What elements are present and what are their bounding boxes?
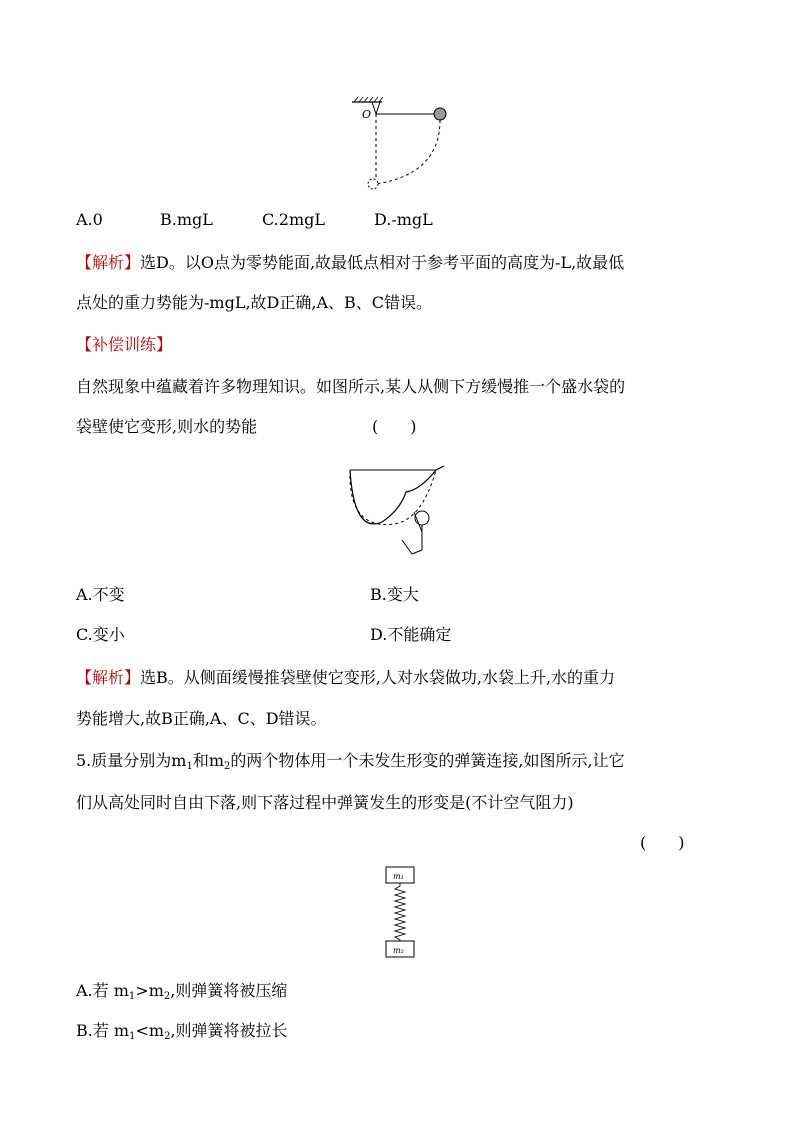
option-a: A.0	[76, 210, 103, 229]
analysis-2-line-1	[76, 667, 615, 689]
option-b	[76, 1020, 288, 1048]
analysis-2-line-2: 势能增大,故B正确,A、C、D错误。	[76, 709, 327, 728]
q5-text-b: 和m	[192, 751, 225, 770]
q5-line-2: 们从高处同时自由下落,则下落过程中弹簧发生的形变是(不计空气阻力)	[76, 793, 574, 812]
q5-sub-1: 1	[186, 761, 193, 772]
option-a-text-a: A.若 m	[76, 981, 129, 1000]
option-a-text-b: >m	[135, 981, 164, 1000]
analysis-tag: 【解析】	[76, 253, 141, 272]
analysis-1-line-2: 点处的重力势能为-mgL,故D正确,A、B、C错误。	[76, 293, 433, 312]
supplement-question-line-2	[76, 416, 257, 438]
option-d: D.-mgL	[374, 210, 433, 229]
option-b-sub-2: 2	[164, 1031, 171, 1042]
option-a: A.不变	[76, 585, 125, 604]
spring-figure	[382, 866, 422, 958]
pendulum-figure	[340, 96, 460, 196]
q5-sub-2: 2	[224, 761, 231, 772]
supplement-question-line-1: 自然现象中蕴藏着许多物理知识。如图所示,某人从侧下方缓慢推一个盛水袋的	[76, 377, 626, 396]
answer-paren: ( )	[640, 833, 685, 852]
pivot-label: O	[362, 108, 372, 121]
analysis-1-line-1	[76, 252, 624, 274]
supplement-tag: 【补偿训练】	[76, 335, 173, 354]
option-b-text-b: <m	[135, 1021, 165, 1040]
q5-line-1	[76, 750, 625, 778]
option-b-text-c: ,则弹簧将被拉长	[170, 1021, 288, 1040]
mass-1-label: m₁	[393, 872, 404, 881]
q5-text-c: 的两个物体用一个未发生形变的弹簧连接,如图所示,让它	[230, 751, 625, 770]
option-a	[76, 980, 287, 1008]
q5-text-a: 5.质量分别为m	[76, 751, 187, 770]
option-b: B.变大	[370, 585, 419, 604]
analysis-tag: 【解析】	[76, 668, 141, 687]
water-bag-figure	[340, 462, 450, 562]
analysis-2-text: 选B。从侧面缓慢推袋壁使它变形,人对水袋做功,水袋上升,水的重力	[140, 668, 616, 687]
option-b-text-a: B.若 m	[76, 1021, 130, 1040]
supplement-question-text: 袋壁使它变形,则水的势能	[76, 417, 258, 436]
option-b-sub-1: 1	[129, 1031, 136, 1042]
option-a-sub-1: 1	[128, 991, 136, 1002]
answer-paren: ( )	[372, 417, 417, 436]
option-a-text-c: ,则弹簧将被压缩	[170, 981, 288, 1000]
option-c: C.变小	[76, 625, 125, 644]
option-b: B.mgL	[160, 210, 213, 229]
option-c: C.2mgL	[262, 210, 325, 229]
mass-2-label: m₂	[393, 946, 404, 955]
option-a-sub-2: 2	[163, 991, 171, 1002]
analysis-1-text: 选D。以O点为零势能面,故最低点相对于参考平面的高度为-L,故最低	[140, 253, 625, 272]
option-d: D.不能确定	[370, 625, 452, 644]
